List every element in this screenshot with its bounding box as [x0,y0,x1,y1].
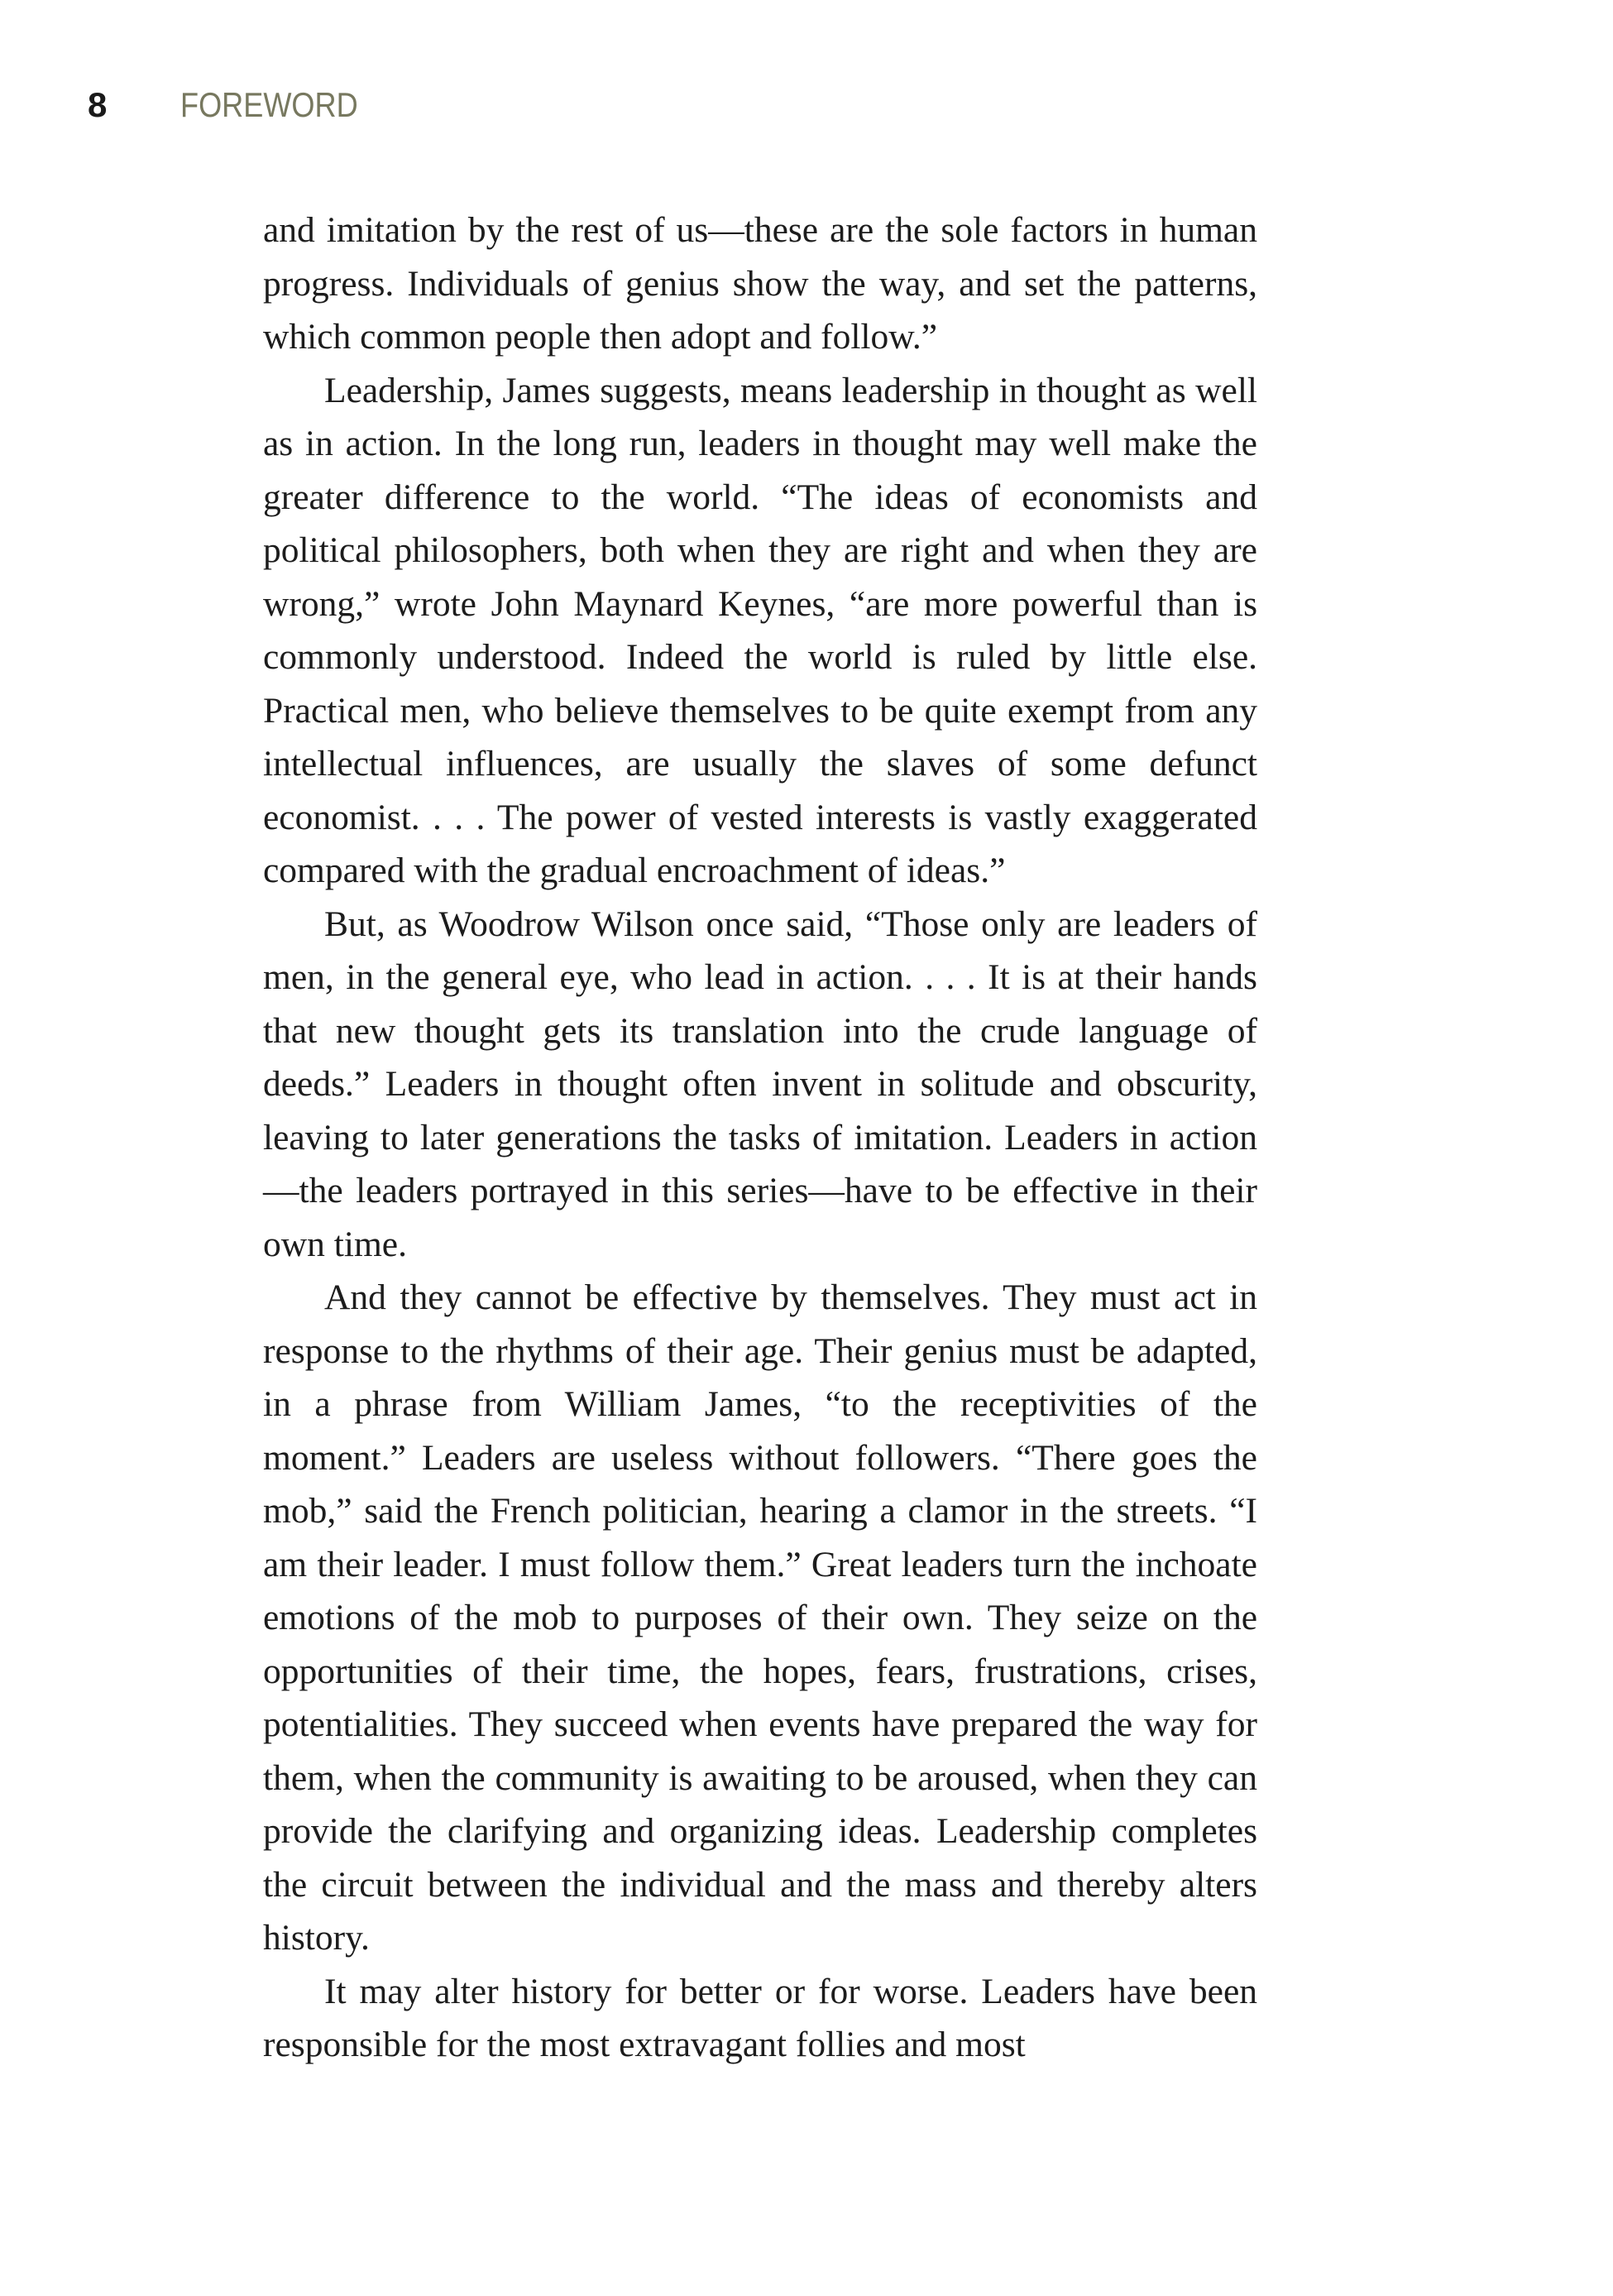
body-text [263,204,1257,2072]
paragraph-followers: And they cannot be effective by themselves. They must act in response to the rhythms of their age. Their genius must be adapted, in a phrase from William James, “to the receptivities of the moment.” Leaders are useless without followers. “There goes the mob,” said the French politician, hearing a clamor in the streets. “I am their leader. I must follow them.” Great leaders turn the inchoate emotions of the mob to purposes of their own. They seize on the opportunities of their time, the hopes, fears, frustrations, crises, potentialities. They succeed when events have prepared the way for them, when the community is awaiting to be aroused, when they can provide the clarifying and organizing ideas. Leadership completes the circuit between the individual and the mass and thereby alters history. [263,1277,1257,1958]
paragraph-continued: and imitation by the rest of us—these are the sole factors in human progress. Individuals of genius show the way, and set the patterns, which common people then adopt and follow.” [263,210,1257,357]
section-title: FOREWORD [180,85,359,124]
paragraph-wilson-quote: But, as Woodrow Wilson once said, “Those only are leaders of men, in the general eye, who lead in action. . . . It is at their hands that new thought gets its translation into the crude language of deeds.” Leaders in thought often invent in solitude and obscurity, leaving to later generations the tasks of imitation. Leaders in action—the leaders portrayed in this series—have to be effective in their own time. [263,904,1257,1264]
page-number: 8 [88,85,107,124]
paragraph-leadership-thought: Leadership, James suggests, means leadership in thought as well as in action. In the long run, leaders in thought may well make the greater difference to the world. “The ideas of economists and political philosophers, both when they are right and when they are wrong,” wrote John Maynard Keynes, “are more powerful than is commonly understood. Indeed the world is ruled by little else. Practical men, who believe themselves to be quite exempt from any intellectual influences, are usually the slaves of some defunct economist. . . . The power of vested interests is vastly exaggerated compared with the gradual encroachment of ideas.” [263,370,1257,890]
running-head [88,85,387,135]
paragraph-alter-history: It may alter history for better or for worse. Leaders have been responsible for the most extravagant follies and most [263,1971,1257,2064]
